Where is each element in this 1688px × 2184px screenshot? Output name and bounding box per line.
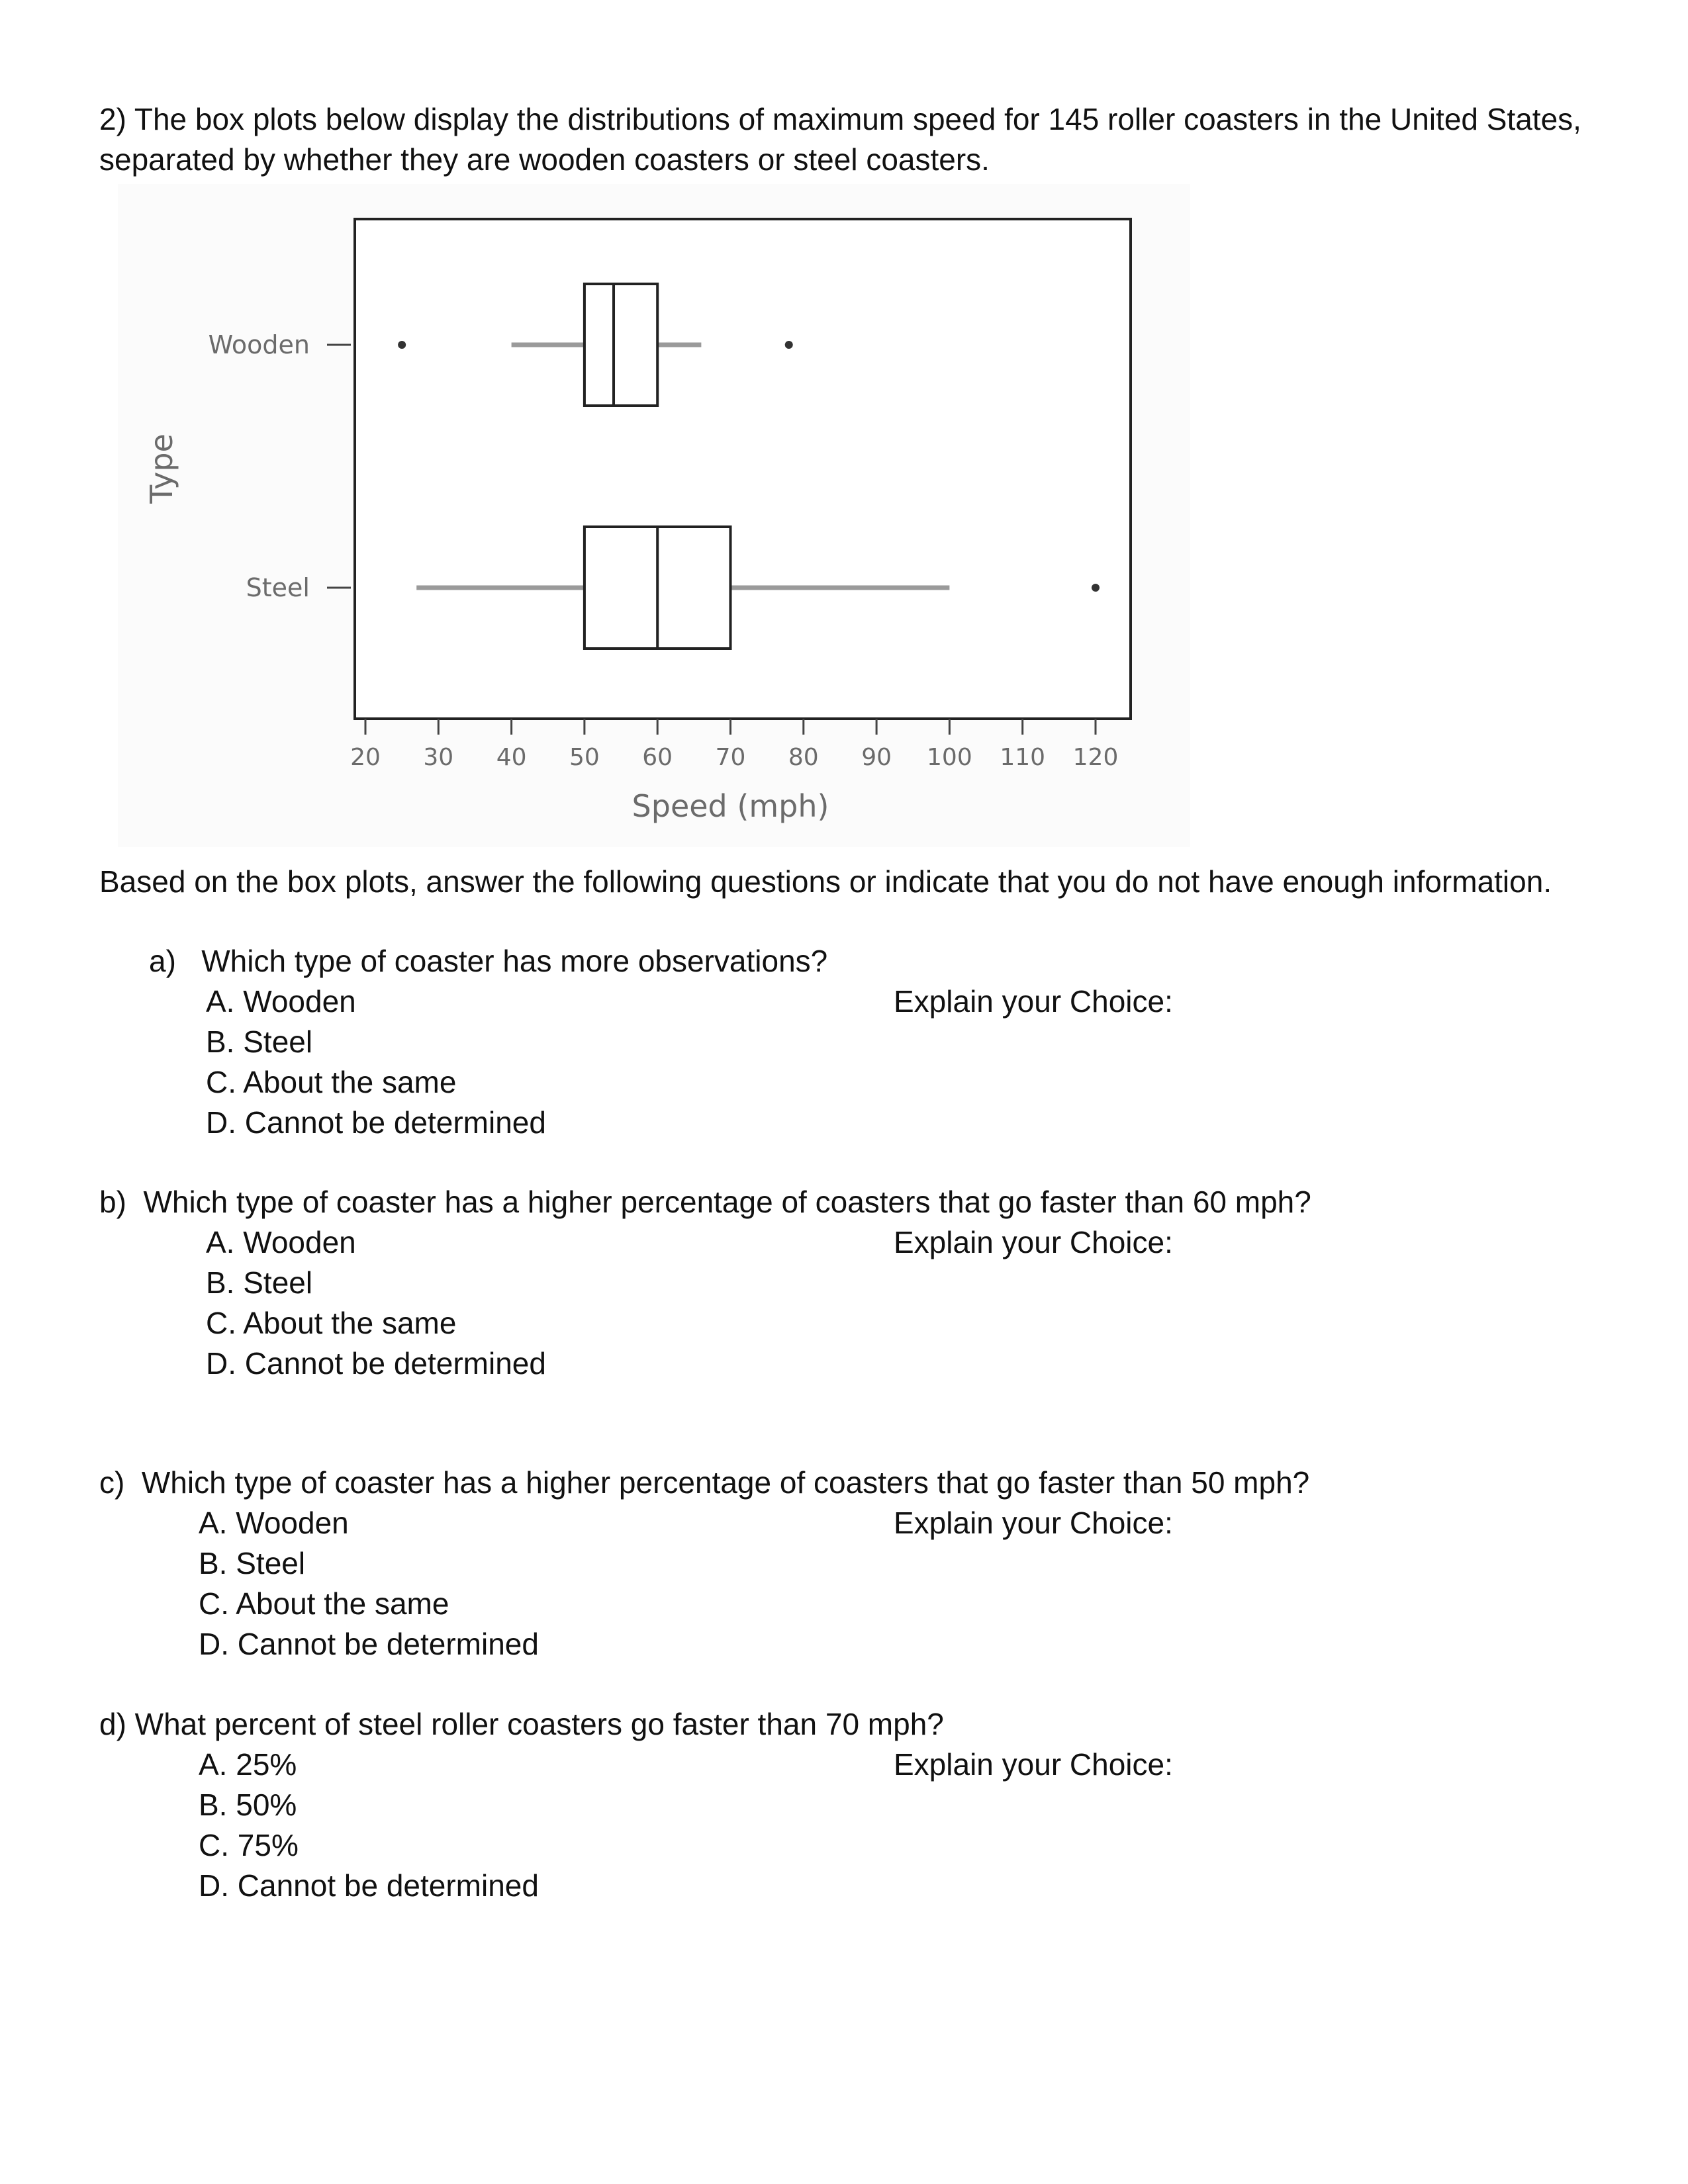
box-plot-figure — [118, 184, 1190, 847]
option-a: A. Wooden — [199, 1506, 349, 1540]
x-tick-label: 40 — [496, 744, 527, 771]
question-intro: 2) The box plots below display the distributions of maximum speed for 145 roller coasters in the United States, separated by whether they are wooden coasters or steel coasters. — [99, 102, 1581, 177]
question-a-title: a) Which type of coaster has more observations? — [149, 944, 828, 978]
x-tick-label: 30 — [423, 744, 454, 771]
question-c-title: c) Which type of coaster has a higher percentage of coasters that go faster than 50 mph? — [99, 1465, 1310, 1500]
question-c — [99, 1463, 1309, 1664]
plot-frame — [355, 219, 1131, 719]
question-b-title: b) Which type of coaster has a higher percentage of coasters that go faster than 60 mph? — [99, 1185, 1311, 1219]
question-d-title: d) What percent of steel roller coasters go faster than 70 mph? — [99, 1707, 944, 1741]
x-tick-label: 80 — [788, 744, 819, 771]
x-tick-label: 70 — [715, 744, 746, 771]
option-a: A. 25% — [199, 1747, 297, 1782]
option-c: C. About the same — [199, 1586, 449, 1621]
box-plot-chart — [118, 184, 1190, 847]
x-tick-label: 50 — [569, 744, 600, 771]
option-d: D. Cannot be determined — [199, 1627, 539, 1661]
y-axis-title: Type — [144, 433, 179, 504]
question-a-options — [206, 981, 827, 1143]
option-a: A. Wooden — [206, 984, 356, 1019]
option-c: C. About the same — [206, 1065, 457, 1099]
option-c: C. 75% — [199, 1828, 299, 1862]
x-tick-label: 100 — [927, 744, 972, 771]
option-d: D. Cannot be determined — [199, 1868, 539, 1903]
x-tick-label: 90 — [861, 744, 892, 771]
iqr-box — [585, 284, 657, 406]
x-axis-title: Speed (mph) — [632, 788, 829, 824]
x-tick-label: 20 — [350, 744, 381, 771]
explain-label-a: Explain your Choice: — [894, 984, 1173, 1019]
instructions: Based on the box plots, answer the following questions or indicate that you do not have enough information. — [99, 864, 1552, 899]
option-b: B. 50% — [199, 1788, 297, 1822]
category-label-steel: Steel — [246, 573, 310, 602]
x-tick-label: 110 — [1000, 744, 1046, 771]
explain-label-b: Explain your Choice: — [894, 1225, 1173, 1259]
option-d: D. Cannot be determined — [206, 1105, 546, 1140]
question-d — [99, 1704, 944, 1906]
explain-label-c: Explain your Choice: — [894, 1506, 1173, 1540]
option-b: B. Steel — [206, 1024, 313, 1059]
option-c: C. About the same — [206, 1306, 457, 1340]
question-a — [149, 941, 827, 1143]
option-b: B. Steel — [199, 1546, 306, 1580]
outlier-point — [1092, 584, 1100, 592]
question-b — [99, 1182, 1311, 1384]
x-tick-label: 120 — [1072, 744, 1119, 771]
option-b: B. Steel — [206, 1265, 313, 1300]
category-label-wooden: Wooden — [208, 330, 310, 359]
question-d-options — [199, 1745, 944, 1906]
explain-label-d: Explain your Choice: — [894, 1747, 1173, 1782]
option-d: D. Cannot be determined — [206, 1346, 546, 1381]
x-tick-label: 60 — [642, 744, 673, 771]
outlier-point — [785, 341, 793, 349]
option-a: A. Wooden — [206, 1225, 356, 1259]
outlier-point — [398, 341, 406, 349]
